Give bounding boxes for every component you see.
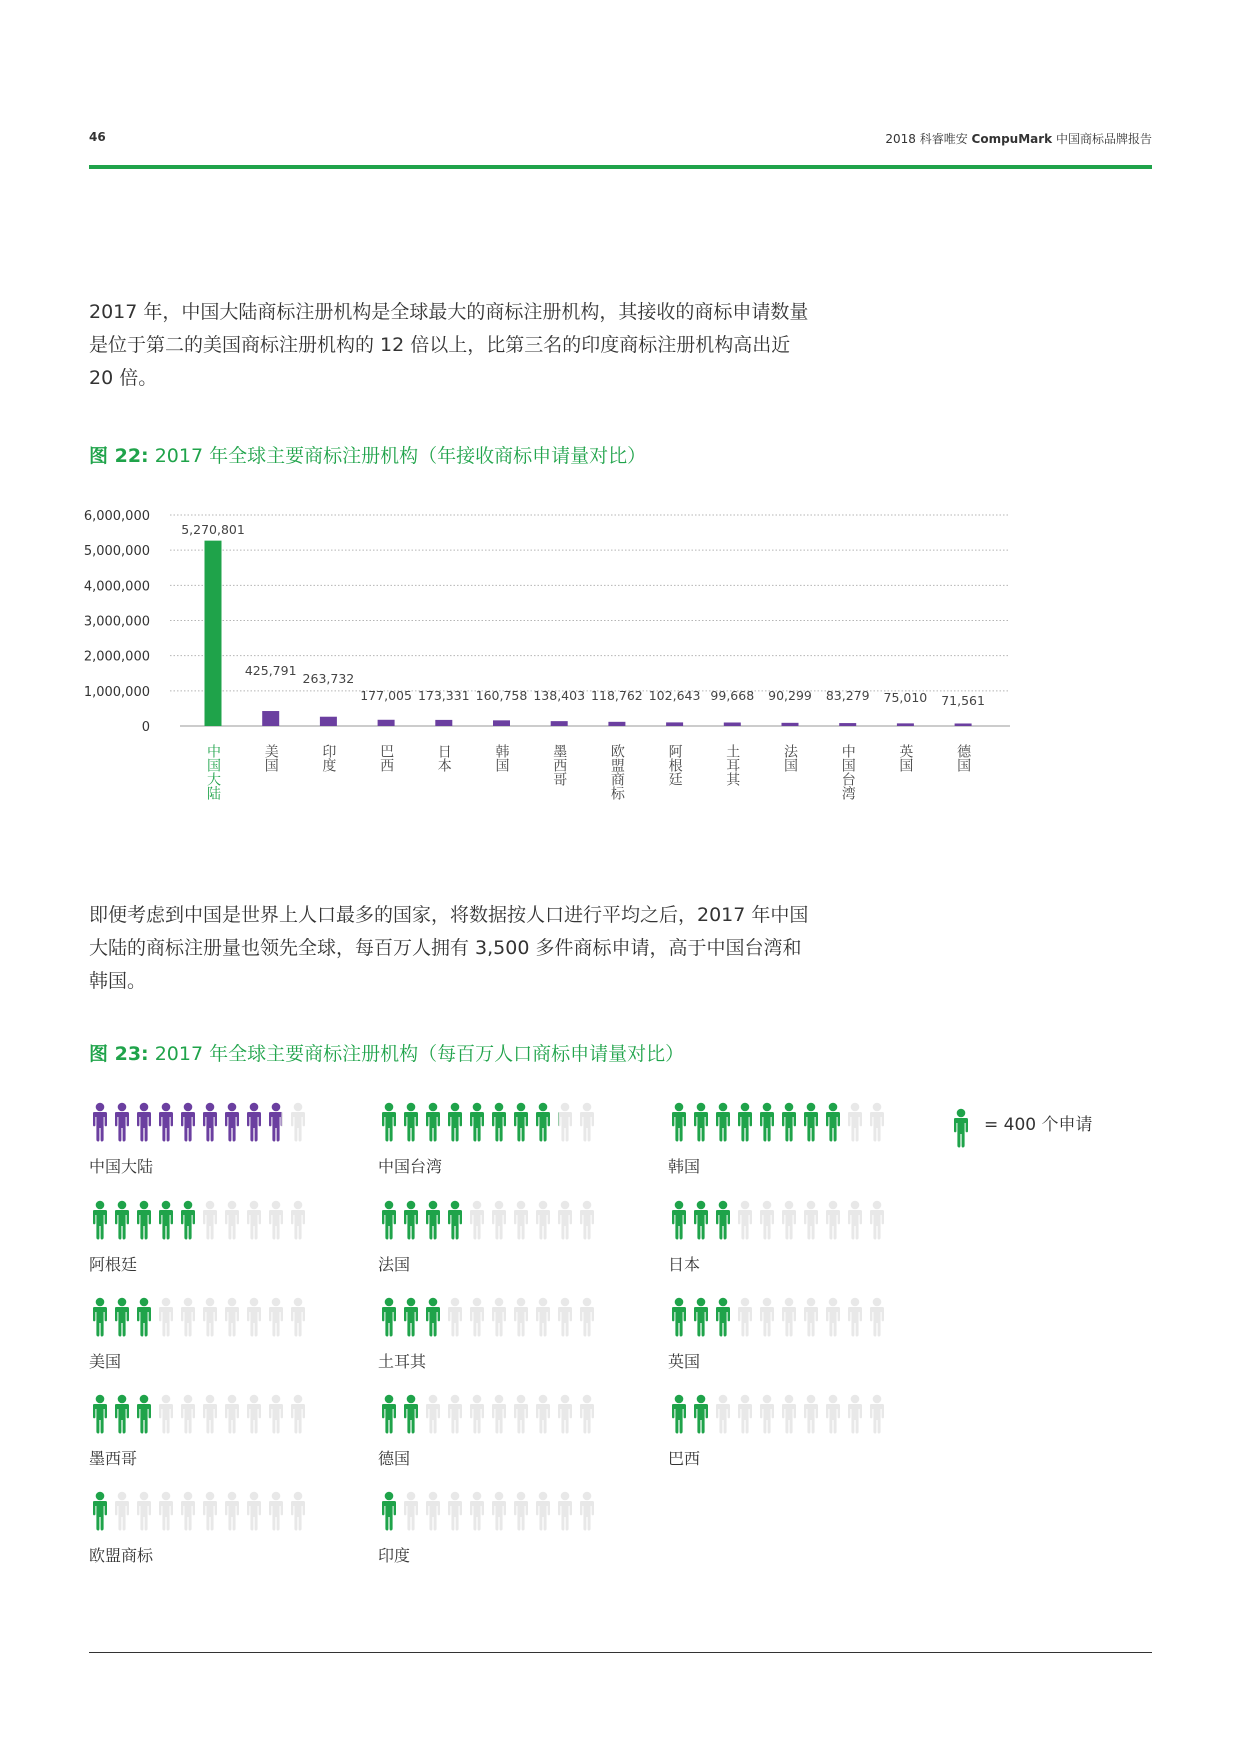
bar-value-label: 71,561 <box>941 693 985 708</box>
person-icon <box>668 1394 690 1434</box>
person-icon <box>690 1394 712 1434</box>
bar <box>493 720 510 726</box>
bar <box>320 717 337 726</box>
person-icon <box>554 1102 576 1142</box>
person-icon <box>221 1102 243 1142</box>
person-icon <box>287 1200 309 1240</box>
person-icon <box>778 1102 800 1142</box>
person-icon <box>576 1102 598 1142</box>
person-icon <box>466 1491 488 1531</box>
person-icon <box>111 1297 133 1337</box>
person-icon <box>378 1200 400 1240</box>
bar-value-label: 90,299 <box>768 688 812 703</box>
bar-value-label: 99,668 <box>710 688 755 703</box>
bar <box>551 721 568 726</box>
bar-value-label: 5,270,801 <box>181 522 245 537</box>
person-icon-row <box>89 1200 329 1240</box>
pictogram-label: 中国大陆 <box>89 1157 154 1176</box>
person-icon <box>488 1200 510 1240</box>
pictogram-label: 墨西哥 <box>89 1449 138 1468</box>
person-icon-row <box>378 1102 618 1142</box>
person-icon <box>532 1297 554 1337</box>
category-label: 土耳其 <box>724 744 741 786</box>
person-icon <box>510 1491 532 1531</box>
person-icon <box>532 1102 554 1142</box>
person-icon <box>444 1394 466 1434</box>
pictogram-label: 英国 <box>668 1352 701 1371</box>
bar-value-label: 263,732 <box>302 671 355 686</box>
person-icon <box>734 1102 756 1142</box>
person-icon <box>690 1297 712 1337</box>
bar <box>897 723 914 726</box>
bar <box>724 722 741 726</box>
person-icon <box>532 1200 554 1240</box>
person-icon <box>576 1491 598 1531</box>
person-icon <box>444 1102 466 1142</box>
person-icon <box>177 1297 199 1337</box>
person-icon <box>778 1394 800 1434</box>
person-icon <box>221 1200 243 1240</box>
person-icon <box>177 1394 199 1434</box>
person-icon <box>866 1394 888 1434</box>
person-icon <box>844 1297 866 1337</box>
person-icon-row <box>668 1297 908 1337</box>
person-icon <box>155 1297 177 1337</box>
person-icon <box>844 1200 866 1240</box>
person-icon <box>199 1491 221 1531</box>
person-icon <box>265 1491 287 1531</box>
pictogram-group <box>89 1491 329 1566</box>
pictogram-group <box>378 1297 618 1372</box>
category-label: 日本 <box>435 744 452 772</box>
category-label: 欧盟商标 <box>608 744 625 800</box>
person-icon <box>133 1102 155 1142</box>
person-icon <box>800 1394 822 1434</box>
bar-value-label: 160,758 <box>475 688 528 703</box>
person-icon <box>400 1200 422 1240</box>
person-icon <box>510 1200 532 1240</box>
person-icon <box>378 1102 400 1142</box>
pictogram-group <box>378 1102 618 1177</box>
person-icon <box>243 1297 265 1337</box>
category-label: 英国 <box>897 744 914 772</box>
person-icon <box>221 1297 243 1337</box>
person-icon <box>422 1200 444 1240</box>
person-icon <box>510 1394 532 1434</box>
bar <box>782 723 799 726</box>
person-icon <box>265 1394 287 1434</box>
person-icon <box>712 1297 734 1337</box>
person-icon <box>756 1102 778 1142</box>
person-icon-row <box>378 1491 618 1531</box>
page-number: 46 <box>89 130 106 144</box>
pictogram-group <box>89 1102 329 1177</box>
person-icon <box>378 1491 400 1531</box>
figure-22-title <box>89 441 646 468</box>
person-icon-row <box>378 1394 618 1434</box>
person-icon <box>554 1394 576 1434</box>
pictogram-group <box>89 1297 329 1372</box>
bar-value-label: 425,791 <box>244 663 297 678</box>
person-icon-row <box>668 1200 908 1240</box>
person-icon <box>378 1394 400 1434</box>
person-icon <box>177 1200 199 1240</box>
person-icon <box>400 1491 422 1531</box>
person-icon-row <box>378 1200 618 1240</box>
legend-person-icon <box>950 1108 972 1148</box>
person-icon <box>576 1297 598 1337</box>
pictogram-group <box>378 1200 618 1275</box>
person-icon <box>734 1200 756 1240</box>
pictogram-label: 美国 <box>89 1352 122 1371</box>
person-icon <box>756 1297 778 1337</box>
legend-text: = 400 个申请 <box>984 1115 1093 1135</box>
person-icon-row <box>89 1297 329 1337</box>
person-icon <box>199 1200 221 1240</box>
pictogram-group <box>378 1394 618 1469</box>
person-icon <box>287 1102 309 1142</box>
bar <box>378 720 395 726</box>
bar <box>262 711 279 726</box>
person-icon <box>378 1297 400 1337</box>
person-icon <box>133 1394 155 1434</box>
person-icon <box>155 1102 177 1142</box>
person-icon-row <box>378 1297 618 1337</box>
person-icon <box>844 1102 866 1142</box>
person-icon <box>466 1297 488 1337</box>
bar-value-label: 83,279 <box>825 688 870 703</box>
person-icon <box>221 1491 243 1531</box>
person-icon <box>199 1394 221 1434</box>
pictogram-label: 韩国 <box>668 1157 701 1176</box>
person-icon <box>111 1491 133 1531</box>
bar-value-label: 177,005 <box>360 688 412 703</box>
person-icon <box>89 1200 111 1240</box>
category-label: 中国台湾 <box>839 744 856 800</box>
person-icon <box>422 1491 444 1531</box>
bar <box>205 541 222 726</box>
category-label: 巴西 <box>378 744 395 772</box>
footer-rule <box>89 1652 1152 1653</box>
person-icon-row <box>89 1491 329 1531</box>
person-icon <box>265 1102 287 1142</box>
person-icon <box>177 1102 199 1142</box>
person-icon <box>111 1102 133 1142</box>
bar-value-label: 173,331 <box>417 688 470 703</box>
pictogram-label: 德国 <box>378 1449 411 1468</box>
person-icon <box>444 1200 466 1240</box>
category-label: 美国 <box>262 744 279 772</box>
person-icon <box>844 1394 866 1434</box>
person-icon <box>822 1200 844 1240</box>
running-title <box>885 130 1152 147</box>
figure-23-label: 图 23: <box>89 1043 149 1065</box>
person-icon <box>778 1200 800 1240</box>
person-icon <box>466 1200 488 1240</box>
bar-value-label: 102,643 <box>648 688 701 703</box>
person-icon <box>243 1491 265 1531</box>
pictogram-label: 日本 <box>668 1255 701 1274</box>
person-icon <box>265 1297 287 1337</box>
person-icon <box>756 1200 778 1240</box>
person-icon-row <box>89 1102 329 1142</box>
running-title-brand: CompuMark <box>971 132 1053 146</box>
person-icon <box>155 1394 177 1434</box>
pictogram-label: 欧盟商标 <box>89 1546 154 1565</box>
person-icon <box>800 1200 822 1240</box>
header-rule <box>89 165 1152 169</box>
person-icon <box>756 1394 778 1434</box>
person-icon <box>576 1200 598 1240</box>
bar <box>839 723 856 726</box>
person-icon <box>221 1394 243 1434</box>
person-icon <box>668 1200 690 1240</box>
person-icon <box>287 1394 309 1434</box>
bar-value-label: 118,762 <box>591 688 643 703</box>
bar <box>955 723 972 726</box>
figure-23-caption: 2017 年全球主要商标注册机构（每百万人口商标申请量对比） <box>154 1043 685 1065</box>
category-label: 韩国 <box>493 744 510 772</box>
running-title-suffix: 中国商标品牌报告 <box>1055 132 1152 146</box>
pictogram-label: 印度 <box>378 1546 411 1565</box>
bar-value-label: 138,403 <box>533 688 586 703</box>
person-icon <box>422 1297 444 1337</box>
y-tick-label: 2,000,000 <box>83 649 150 665</box>
person-icon <box>712 1102 734 1142</box>
y-tick-label: 6,000,000 <box>83 509 150 524</box>
person-icon <box>822 1297 844 1337</box>
person-icon <box>466 1394 488 1434</box>
person-icon <box>89 1297 111 1337</box>
person-icon <box>422 1394 444 1434</box>
person-icon <box>690 1102 712 1142</box>
person-icon <box>133 1200 155 1240</box>
person-icon <box>444 1491 466 1531</box>
person-icon <box>155 1491 177 1531</box>
person-icon <box>510 1102 532 1142</box>
person-icon-row <box>89 1394 329 1434</box>
pictogram-label: 土耳其 <box>378 1352 427 1371</box>
pictogram-group <box>668 1394 908 1469</box>
person-icon <box>822 1394 844 1434</box>
y-tick-label: 0 <box>141 720 150 735</box>
person-icon <box>243 1102 265 1142</box>
person-icon <box>199 1102 221 1142</box>
y-tick-label: 4,000,000 <box>83 579 150 595</box>
y-tick-label: 3,000,000 <box>83 614 150 630</box>
category-label: 印度 <box>320 744 337 772</box>
pictogram-legend <box>950 1108 1093 1148</box>
person-icon <box>866 1102 888 1142</box>
person-icon <box>532 1394 554 1434</box>
person-icon <box>400 1102 422 1142</box>
person-icon <box>133 1491 155 1531</box>
pictogram-label: 中国台湾 <box>378 1157 443 1176</box>
person-icon <box>265 1200 287 1240</box>
person-icon <box>243 1394 265 1434</box>
person-icon <box>466 1102 488 1142</box>
person-icon <box>400 1297 422 1337</box>
pictogram-group <box>89 1394 329 1469</box>
person-icon <box>444 1297 466 1337</box>
person-icon <box>400 1394 422 1434</box>
bar <box>608 722 625 726</box>
pictogram-label: 阿根廷 <box>89 1255 138 1274</box>
category-label: 法国 <box>782 744 798 772</box>
figure-22-caption: 2017 年全球主要商标注册机构（年接收商标申请量对比） <box>154 445 647 467</box>
person-icon <box>89 1491 111 1531</box>
person-icon <box>488 1297 510 1337</box>
running-title-prefix: 2018 科睿唯安 <box>885 132 968 146</box>
pictogram-group <box>668 1297 908 1372</box>
category-label: 阿根廷 <box>666 744 683 786</box>
pictogram-group <box>89 1200 329 1275</box>
person-icon <box>488 1491 510 1531</box>
person-icon <box>800 1297 822 1337</box>
person-icon-row <box>668 1102 908 1142</box>
person-icon <box>554 1200 576 1240</box>
person-icon <box>155 1200 177 1240</box>
bar <box>435 720 452 726</box>
person-icon <box>133 1297 155 1337</box>
category-label: 中国大陆 <box>205 744 221 800</box>
person-icon <box>866 1200 888 1240</box>
person-icon <box>89 1394 111 1434</box>
person-icon <box>199 1297 221 1337</box>
person-icon <box>690 1200 712 1240</box>
person-icon <box>111 1394 133 1434</box>
person-icon <box>734 1394 756 1434</box>
y-tick-label: 5,000,000 <box>83 544 150 560</box>
person-icon <box>554 1491 576 1531</box>
person-icon <box>668 1102 690 1142</box>
person-icon <box>554 1297 576 1337</box>
person-icon <box>488 1394 510 1434</box>
person-icon <box>287 1297 309 1337</box>
pictogram-label: 巴西 <box>668 1449 701 1468</box>
pictogram-group <box>668 1200 908 1275</box>
person-icon <box>800 1102 822 1142</box>
person-icon <box>89 1102 111 1142</box>
person-icon <box>532 1491 554 1531</box>
person-icon <box>243 1200 265 1240</box>
person-icon <box>111 1200 133 1240</box>
person-icon <box>668 1297 690 1337</box>
person-icon <box>177 1491 199 1531</box>
person-icon-row <box>668 1394 908 1434</box>
figure-23-title <box>89 1039 684 1066</box>
person-icon <box>287 1491 309 1531</box>
person-icon <box>422 1102 444 1142</box>
person-icon <box>576 1394 598 1434</box>
intro-paragraph: 2017 年，中国大陆商标注册机构是全球最大的商标注册机构，其接收的商标申请数量是位于第二的美国商标注册机构的 12 倍以上，比第三名的印度商标注册机构高出近 20 倍。 <box>89 301 809 389</box>
category-label: 德国 <box>955 744 972 772</box>
person-icon <box>734 1297 756 1337</box>
person-icon <box>822 1102 844 1142</box>
pictogram-group <box>668 1102 908 1177</box>
bar-chart <box>80 495 1020 840</box>
person-icon <box>510 1297 532 1337</box>
person-icon <box>712 1394 734 1434</box>
population-paragraph: 即便考虑到中国是世界上人口最多的国家，将数据按人口进行平均之后，2017 年中国大陆的商标注册量也领先全球，每百万人拥有 3,500 多件商标申请，高于中国台湾和韩国。 <box>89 904 809 992</box>
category-label: 墨西哥 <box>551 744 568 786</box>
y-tick-label: 1,000,000 <box>83 684 150 700</box>
pictogram-label: 法国 <box>378 1255 411 1274</box>
person-icon <box>712 1200 734 1240</box>
figure-22-label: 图 22: <box>89 445 149 467</box>
bar-value-label: 75,010 <box>883 690 928 705</box>
person-icon <box>778 1297 800 1337</box>
person-icon <box>488 1102 510 1142</box>
bar <box>666 722 683 726</box>
pictogram-group <box>378 1491 618 1566</box>
person-icon <box>866 1297 888 1337</box>
